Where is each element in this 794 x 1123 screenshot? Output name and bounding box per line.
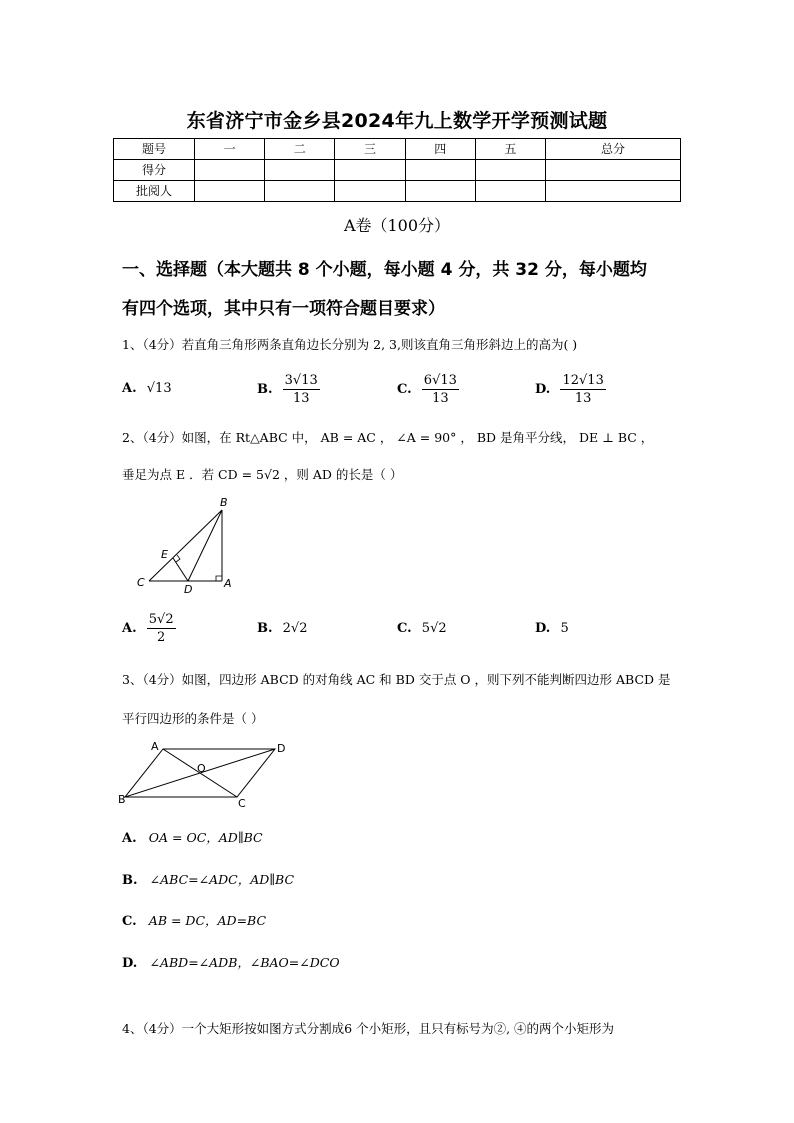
segment-bd — [188, 510, 222, 581]
q1-option-a — [122, 381, 172, 396]
q3-option-a — [122, 828, 263, 846]
option-label: B. — [122, 873, 138, 888]
score-cell — [195, 181, 265, 202]
fraction — [283, 372, 320, 407]
q3-option-b — [122, 870, 294, 888]
right-angle-mark-a — [216, 576, 222, 581]
option-label: B. — [257, 382, 273, 397]
label-d: D — [184, 583, 193, 596]
q2-option-a — [122, 611, 176, 646]
fraction-numerator: 12√13 — [562, 373, 604, 388]
score-cell — [546, 181, 681, 202]
q3-option-d — [122, 953, 340, 971]
question-4-line1: 4、（4分）一个大矩形按如图方式分割成6 个小矩形，且只有标号为②, ④的两个小矩形为 — [122, 1021, 615, 1036]
option-label: A. — [122, 621, 137, 636]
score-table-row — [114, 160, 681, 181]
option-value: √13 — [146, 381, 172, 396]
score-cell — [475, 181, 545, 202]
score-cell — [405, 181, 475, 202]
option-value: 5 — [560, 621, 569, 636]
score-cell — [335, 160, 405, 181]
label-c: C — [238, 797, 246, 810]
volume-heading: A卷（100分） — [343, 216, 451, 235]
q3-option-c — [122, 911, 266, 929]
score-cell — [546, 160, 681, 181]
label-d: D — [277, 742, 286, 755]
score-cell — [335, 181, 405, 202]
question-3-line2: 平行四边形的条件是（ ） — [122, 711, 264, 726]
fraction — [560, 372, 605, 407]
q1-option-b — [257, 372, 320, 407]
score-table-row-label: 得分 — [114, 160, 195, 181]
question-3-line1: 3、（4分）如图，四边形 ABCD 的对角线 AC 和 BD 交于点 O ，则下列不能判断四边形 ABCD 是 — [122, 672, 671, 687]
score-table-header-cell: 五 — [475, 139, 545, 160]
option-label: A. — [122, 381, 137, 396]
score-table-row-label: 批阅人 — [114, 181, 195, 202]
question-2-line2: 垂足为点 E ．若 CD = 5√2 ，则 AD 的长是（ ） — [122, 467, 403, 482]
segment-bc — [149, 510, 222, 581]
score-table-header-cell: 一 — [195, 139, 265, 160]
option-label: C. — [397, 621, 412, 636]
option-label: D. — [122, 956, 138, 971]
score-cell — [265, 160, 335, 181]
score-table-header-row — [114, 139, 681, 160]
label-a: A — [151, 740, 159, 753]
option-value: ∠ABC=∠ADC，AD∥BC — [149, 872, 295, 887]
option-label: D. — [535, 382, 551, 397]
label-o: O — [197, 762, 206, 775]
option-value: AB = DC，AD=BC — [148, 913, 267, 928]
score-table-header-cell: 题号 — [114, 139, 195, 160]
score-cell — [475, 160, 545, 181]
option-value: ∠ABD=∠ADB，∠BAO=∠DCO — [149, 955, 340, 970]
fraction-denominator: 13 — [432, 391, 449, 406]
fraction-denominator: 2 — [157, 630, 166, 645]
fraction-numerator: 5√2 — [148, 612, 174, 627]
right-angle-mark-e — [176, 555, 180, 562]
option-label: B. — [257, 621, 273, 636]
score-cell — [195, 160, 265, 181]
section-heading-line1: 一、选择题（本大题共 8 个小题，每小题 4 分，共 32 分，每小题均 — [122, 260, 647, 280]
label-a: A — [224, 577, 232, 590]
fraction-denominator: 13 — [292, 391, 310, 406]
option-label: A. — [122, 831, 137, 846]
q2-option-d — [535, 621, 569, 636]
q2-option-c — [397, 621, 447, 636]
score-table-row — [114, 181, 681, 202]
q2-option-b — [257, 621, 307, 636]
fraction — [422, 372, 459, 407]
score-table-header-cell: 二 — [265, 139, 335, 160]
score-table-header-cell: 总分 — [546, 139, 681, 160]
option-value: OA = OC，AD∥BC — [148, 830, 263, 845]
option-value: 5√2 — [421, 621, 447, 636]
fraction — [147, 611, 176, 646]
q1-option-d — [535, 372, 606, 407]
label-c: C — [137, 576, 145, 589]
score-table — [113, 138, 681, 202]
score-table-header-cell: 三 — [335, 139, 405, 160]
q2-triangle-figure — [130, 492, 240, 598]
fraction-numerator: 6√13 — [423, 373, 457, 388]
question-1-text: 1、（4分）若直角三角形两条直角边长分别为 2, 3,则该直角三角形斜边上的高为( ) — [122, 337, 578, 352]
option-value: 2√2 — [282, 621, 308, 636]
score-cell — [405, 160, 475, 181]
q3-parallelogram-figure — [115, 737, 295, 811]
option-label: C. — [122, 914, 137, 929]
label-b: B — [118, 793, 126, 806]
option-label: C. — [397, 382, 412, 397]
section-heading-line2: 有四个选项，其中只有一项符合题目要求） — [122, 299, 445, 319]
question-2-line1: 2、（4分）如图，在 Rt△ABC 中， AB = AC ， ∠A = 90° ， BD 是角平分线， DE ⊥ BC ， — [122, 430, 654, 445]
score-cell — [265, 181, 335, 202]
label-b: B — [220, 496, 228, 509]
segment-de — [173, 558, 188, 581]
fraction-denominator: 13 — [574, 391, 592, 406]
option-label: D. — [535, 621, 551, 636]
page-title: 东省济宁市金乡县2024年九上数学开学预测试题 — [186, 110, 608, 132]
fraction-numerator: 3√13 — [284, 373, 318, 388]
score-table-header-cell: 四 — [405, 139, 475, 160]
label-e: E — [161, 548, 168, 561]
q1-option-c — [397, 372, 459, 407]
